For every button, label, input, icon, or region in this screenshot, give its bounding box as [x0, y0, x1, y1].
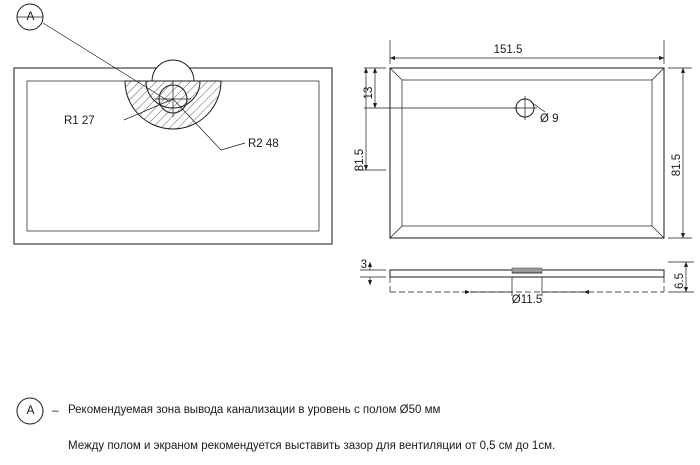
- note-dash: –: [52, 403, 59, 417]
- top-view-r1-label: R1 27: [64, 115, 95, 127]
- note-line-2: Между полом и экраном рекомендуется выставить зазор для вентиляции от 0,5 см до 1см.: [68, 440, 556, 452]
- offset-dimension-13: [364, 68, 519, 108]
- thickness-dim-label: 3: [360, 259, 367, 271]
- depth-dim-label: 81.5: [671, 153, 683, 177]
- width-dimension: [390, 40, 664, 64]
- section-drain-element: [512, 268, 542, 273]
- width-dim-label: 151.5: [493, 44, 523, 56]
- offset-dim-label: 13: [363, 86, 375, 100]
- note-line-1: Рекомендуемая зона вывода канализации в уровень с полом Ø50 мм: [68, 404, 441, 416]
- right-view-hole-dim: Ø 9: [540, 113, 559, 125]
- callout-bubble-label: A: [26, 9, 35, 23]
- depth-dimension-right: [668, 68, 692, 238]
- drain-diameter-label: Ø11.5: [511, 294, 543, 306]
- right-view-outline: [390, 68, 664, 238]
- height-dim-label: 81.5: [354, 148, 366, 172]
- top-view-r2-label: R2 48: [248, 138, 279, 150]
- total-height-label: 6.5: [674, 273, 686, 289]
- note-bubble-label: A: [26, 403, 35, 417]
